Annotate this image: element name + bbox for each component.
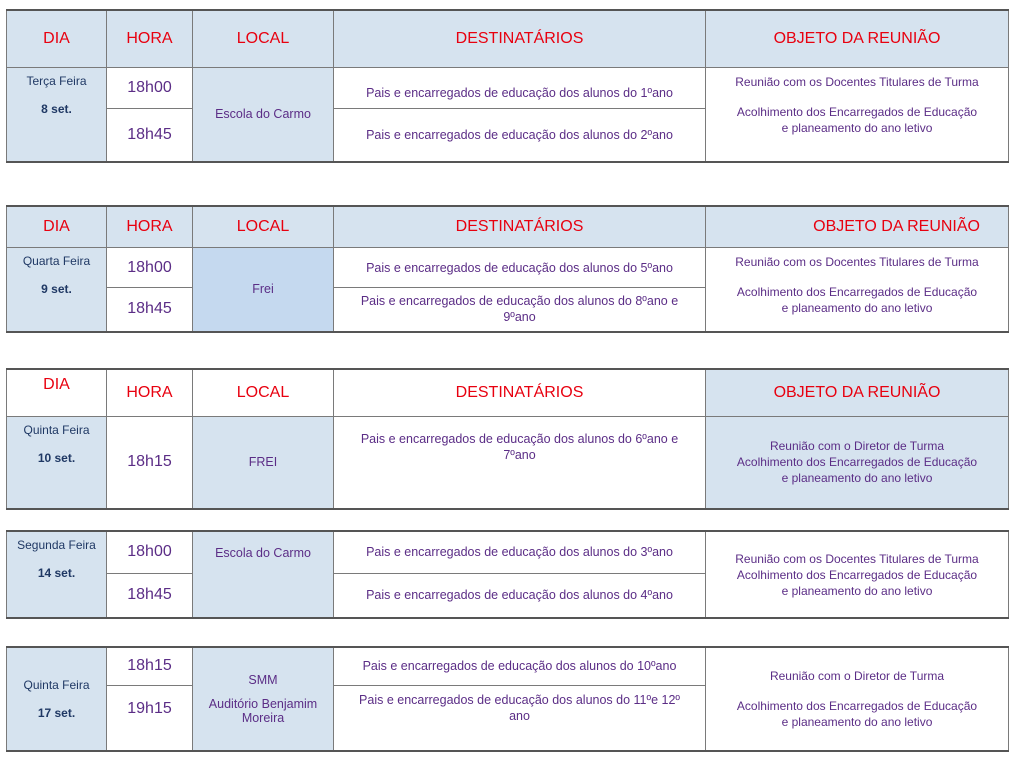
objective-line: Reunião com os Docentes Titulares de Turma <box>735 255 979 269</box>
header-destinatarios: DESTINATÁRIOS <box>334 206 706 248</box>
day-cell <box>7 248 107 332</box>
objective-line: e planeamento do ano letivo <box>781 121 933 135</box>
table-row <box>7 248 1009 288</box>
header-local: LOCAL <box>193 10 334 68</box>
location-cell: Escola do Carmo <box>193 531 334 618</box>
schedule-table-3 <box>6 368 1009 510</box>
recipients-cell: Pais e encarregados de educação dos alunos do 4ºano <box>334 573 706 618</box>
day-name: Segunda Feira <box>17 538 96 552</box>
day-cell <box>7 531 107 618</box>
objective-cell <box>706 68 1009 162</box>
header-destinatarios: DESTINATÁRIOS <box>334 10 706 68</box>
day-name: Quinta Feira <box>23 423 90 437</box>
table-row <box>7 417 1009 509</box>
location-cell: Escola do Carmo <box>193 68 334 162</box>
objective-cell <box>706 248 1009 332</box>
day-cell <box>7 647 107 751</box>
recipients-cell: Pais e encarregados de educação dos alunos do 3ºano <box>334 531 706 573</box>
location-cell <box>193 647 334 751</box>
day-cell <box>7 68 107 162</box>
location-line: SMM <box>248 673 278 687</box>
time-cell: 18h15 <box>107 647 193 685</box>
recipients-cell: Pais e encarregados de educação dos alunos do 10ºano <box>334 647 706 685</box>
objective-cell <box>706 417 1009 509</box>
header-objeto: OBJETO DA REUNIÃO <box>706 10 1009 68</box>
header-row <box>7 369 1009 417</box>
day-date: 14 set. <box>37 566 76 580</box>
time-cell: 18h00 <box>107 248 193 288</box>
time-cell: 18h45 <box>107 573 193 618</box>
table-row <box>7 647 1009 685</box>
objective-line: Reunião com os Docentes Titulares de Turma <box>735 75 979 89</box>
recipients-cell: Pais e encarregados de educação dos alunos do 8ºano e 9ºano <box>334 288 706 332</box>
objective-line: Reunião com o Diretor de Turma <box>769 669 945 683</box>
day-date: 10 set. <box>37 451 76 465</box>
header-row <box>7 206 1009 248</box>
location-cell: Frei <box>193 248 334 332</box>
time-cell: 18h15 <box>107 417 193 509</box>
day-name: Quinta Feira <box>23 678 90 692</box>
schedule-table-5 <box>6 646 1009 752</box>
header-row <box>7 10 1009 68</box>
objective-line: Reunião com os Docentes Titulares de Turma <box>735 551 979 566</box>
header-objeto: OBJETO DA REUNIÃO <box>706 369 1009 417</box>
schedule-table-4 <box>6 530 1009 619</box>
time-cell: 18h00 <box>107 531 193 573</box>
objective-line: Acolhimento dos Encarregados de Educação <box>736 567 978 582</box>
objective-cell <box>706 531 1009 618</box>
table-row <box>7 531 1009 573</box>
header-dia: DIA <box>7 369 107 417</box>
time-cell: 18h00 <box>107 68 193 109</box>
recipients-cell: Pais e encarregados de educação dos alunos do 1ºano <box>334 68 706 109</box>
schedule-table-2 <box>6 205 1009 333</box>
recipients-cell: Pais e encarregados de educação dos alunos do 6ºano e 7ºano <box>334 417 706 509</box>
day-cell <box>7 417 107 509</box>
objective-line: Acolhimento dos Encarregados de Educação <box>736 105 978 119</box>
day-date: 9 set. <box>41 282 72 296</box>
header-destinatarios: DESTINATÁRIOS <box>334 369 706 417</box>
day-name: Quarta Feira <box>22 254 91 268</box>
day-name: Terça Feira <box>26 74 87 88</box>
objective-line: Acolhimento dos Encarregados de Educação <box>736 699 978 713</box>
header-hora: HORA <box>107 10 193 68</box>
recipients-cell: Pais e encarregados de educação dos alunos do 2ºano <box>334 109 706 162</box>
objective-line: Reunião com o Diretor de Turma <box>769 439 945 454</box>
time-cell: 18h45 <box>107 288 193 332</box>
header-hora: HORA <box>107 369 193 417</box>
objective-line: e planeamento do ano letivo <box>781 715 933 729</box>
objective-cell <box>706 647 1009 751</box>
time-cell: 19h15 <box>107 685 193 751</box>
day-date: 8 set. <box>41 102 72 116</box>
time-cell: 18h45 <box>107 109 193 162</box>
location-line: Auditório Benjamim Moreira <box>208 697 318 725</box>
recipients-cell: Pais e encarregados de educação dos alunos do 5ºano <box>334 248 706 288</box>
objective-line: e planeamento do ano letivo <box>781 583 933 598</box>
recipients-cell: Pais e encarregados de educação dos alunos do 11ºe 12º ano <box>334 685 706 751</box>
table-row <box>7 68 1009 109</box>
location-cell: FREI <box>193 417 334 509</box>
objective-line: Acolhimento dos Encarregados de Educação <box>736 285 978 299</box>
header-dia: DIA <box>7 206 107 248</box>
day-date: 17 set. <box>37 706 76 720</box>
header-hora: HORA <box>107 206 193 248</box>
objective-line: e planeamento do ano letivo <box>781 301 933 315</box>
header-objeto: OBJETO DA REUNIÃO <box>706 206 1009 248</box>
header-local: LOCAL <box>193 206 334 248</box>
header-local: LOCAL <box>193 369 334 417</box>
schedule-table-1 <box>6 9 1009 163</box>
header-dia: DIA <box>7 10 107 68</box>
objective-line: e planeamento do ano letivo <box>781 471 933 486</box>
objective-line: Acolhimento dos Encarregados de Educação <box>736 455 978 470</box>
